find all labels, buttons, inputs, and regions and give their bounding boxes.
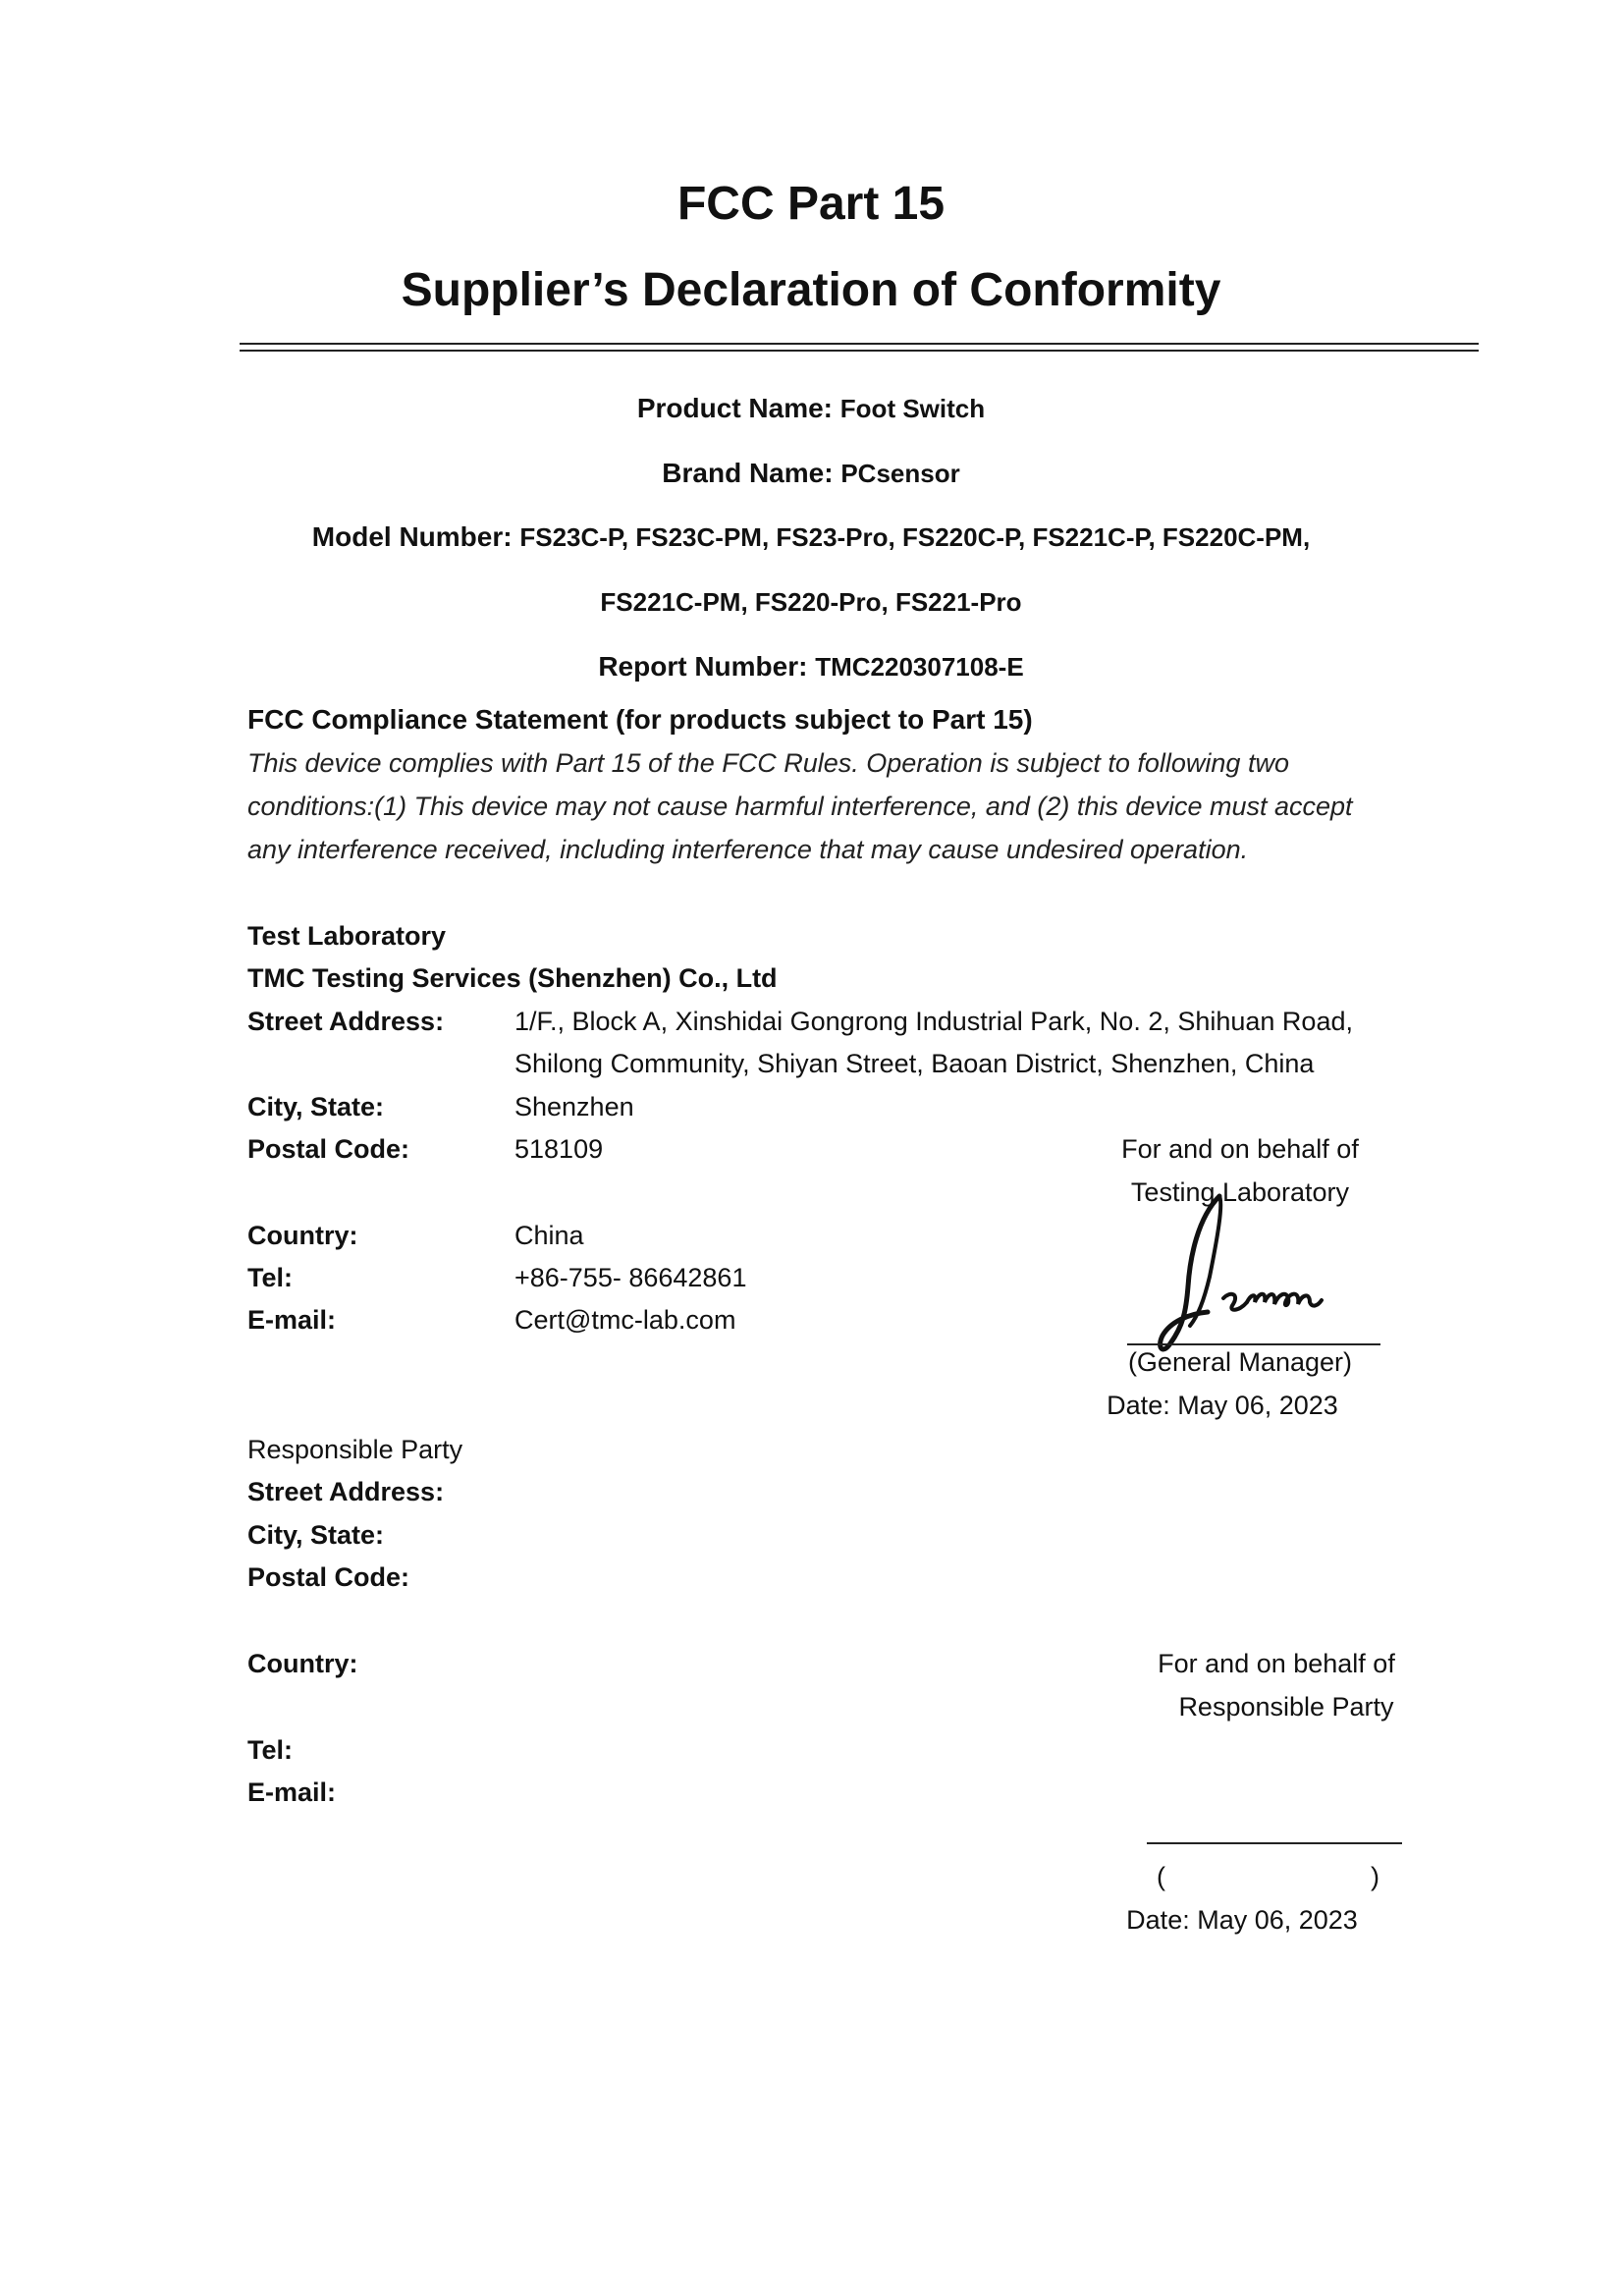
responsible-behalf-line-1: For and on behalf of <box>1158 1649 1395 1678</box>
compliance-text-line-2: conditions:(1) This device may not cause harmful interference, and (2) this device must accept <box>247 792 1353 821</box>
model-number-line <box>0 521 1622 553</box>
responsible-behalf-line-2: Responsible Party <box>1178 1692 1394 1722</box>
responsible-city-label: City, State: <box>247 1520 385 1550</box>
product-name-value: Foot Switch <box>839 394 986 423</box>
test-lab-country-value: China <box>514 1221 584 1250</box>
responsible-street-label: Street Address: <box>247 1477 445 1506</box>
test-lab-postal-label: Postal Code: <box>247 1134 410 1164</box>
model-number-line-2 <box>0 586 1622 618</box>
test-lab-behalf-line-2: Testing Laboratory <box>1130 1177 1350 1207</box>
test-lab-tel-value: +86-755- 86642861 <box>514 1263 747 1292</box>
responsible-signer-paren-open: ( <box>1157 1862 1165 1891</box>
responsible-party-heading: Responsible Party <box>247 1435 463 1464</box>
test-lab-email-value: Cert@tmc-lab.com <box>514 1305 736 1335</box>
responsible-date: Date: May 06, 2023 <box>1126 1905 1358 1935</box>
responsible-country-label: Country: <box>247 1649 358 1678</box>
brand-name-line <box>0 458 1622 489</box>
model-number-label: Model Number: <box>311 521 520 552</box>
test-lab-signature-line <box>1127 1343 1380 1345</box>
model-number-value-2: FS221C-PM, FS220-Pro, FS221-Pro <box>600 587 1022 617</box>
responsible-signer-paren-close: ) <box>1371 1862 1379 1891</box>
document-title: FCC Part 15 <box>676 178 946 230</box>
report-number-value: TMC220307108-E <box>815 652 1024 682</box>
document-subtitle: Supplier’s Declaration of Conformity <box>401 264 1221 316</box>
test-lab-heading: Test Laboratory <box>247 921 447 951</box>
test-lab-street-label: Street Address: <box>247 1007 445 1036</box>
responsible-email-label: E-mail: <box>247 1777 337 1807</box>
test-lab-behalf-line-1: For and on behalf of <box>1121 1134 1359 1164</box>
product-name-label: Product Name: <box>636 393 840 423</box>
test-lab-country-label: Country: <box>247 1221 358 1250</box>
compliance-text-line-1: This device complies with Part 15 of the FCC Rules. Operation is subject to following two <box>247 748 1289 778</box>
header-rule-bottom <box>240 350 1479 352</box>
test-lab-city-value: Shenzhen <box>514 1092 634 1121</box>
product-name-line <box>0 393 1622 424</box>
test-lab-street-line-1: 1/F., Block A, Xinshidai Gongrong Industrial Park, No. 2, Shihuan Road, <box>514 1007 1353 1036</box>
model-number-value: FS23C-P, FS23C-PM, FS23-Pro, FS220C-P, FS221C-P, FS220C-PM, <box>519 522 1311 552</box>
test-lab-city-label: City, State: <box>247 1092 385 1121</box>
test-lab-tel-label: Tel: <box>247 1263 293 1292</box>
brand-name-label: Brand Name: <box>662 458 841 488</box>
report-number-label: Report Number: <box>598 651 816 682</box>
compliance-heading: FCC Compliance Statement (for products subject to Part 15) <box>247 704 1033 735</box>
test-lab-postal-value: 518109 <box>514 1134 604 1164</box>
compliance-text-line-3: any interference received, including interference that may cause undesired operation. <box>247 835 1249 864</box>
test-lab-date: Date: May 06, 2023 <box>1107 1391 1338 1420</box>
report-number-line <box>0 651 1622 683</box>
brand-name-value: PCsensor <box>840 459 960 488</box>
test-lab-signer-title: (General Manager) <box>1127 1347 1353 1377</box>
test-lab-email-label: E-mail: <box>247 1305 337 1335</box>
handwritten-signature <box>1129 1178 1384 1365</box>
responsible-postal-label: Postal Code: <box>247 1562 410 1592</box>
header-rule-top <box>240 343 1479 345</box>
responsible-signature-line <box>1147 1842 1402 1844</box>
test-lab-street-line-2: Shilong Community, Shiyan Street, Baoan District, Shenzhen, China <box>514 1049 1315 1078</box>
responsible-tel-label: Tel: <box>247 1735 293 1765</box>
test-lab-company: TMC Testing Services (Shenzhen) Co., Ltd <box>247 963 778 993</box>
